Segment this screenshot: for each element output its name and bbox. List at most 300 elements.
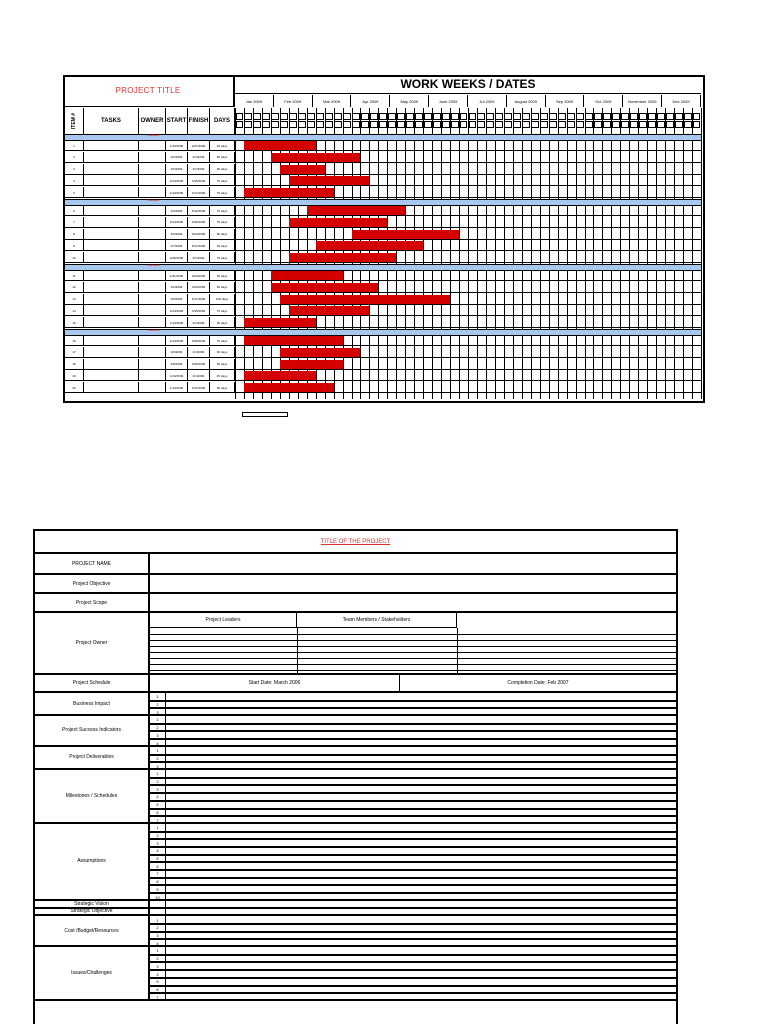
- week-cell: [531, 121, 539, 128]
- finish-cell: 6/17/2009: [188, 294, 210, 305]
- item-cell: 16: [65, 335, 84, 346]
- days-cell: 75 days: [210, 175, 235, 186]
- start-cell: 2/2/2009: [166, 282, 188, 293]
- line-number: 9: [150, 885, 166, 893]
- week-cell: [684, 121, 692, 128]
- task-row: [65, 164, 701, 175]
- entry-line: [150, 761, 676, 763]
- week-cell: [558, 121, 566, 128]
- start-cell: 2/6/2009: [166, 294, 188, 305]
- line-number: 3: [150, 708, 166, 716]
- entry-line: [150, 792, 676, 794]
- week-cell: [460, 113, 468, 120]
- week-cell: [477, 121, 485, 128]
- task-row: [65, 187, 701, 198]
- task-row: [65, 317, 701, 328]
- week-cell: [388, 113, 396, 120]
- milestones-label: Milestones / Schedules: [35, 770, 150, 822]
- owner-cell: [139, 317, 166, 328]
- line-number: 1: [150, 693, 166, 701]
- item-cell: 8: [65, 229, 84, 240]
- finish-cell: 3/1/2009: [188, 370, 210, 381]
- week-cell: [298, 121, 306, 128]
- month-label: August 2009: [507, 95, 546, 107]
- days-cell: 75 days: [210, 335, 235, 346]
- entry-line: [150, 846, 676, 848]
- project-owner-row: [35, 613, 676, 675]
- line-number: [150, 909, 166, 917]
- week-cell: [433, 121, 441, 128]
- item-cell: 19: [65, 370, 84, 381]
- owner-line: [150, 658, 676, 659]
- project-scope-label: Project Scope: [35, 594, 150, 611]
- start-date: Start Date: March 2006: [150, 675, 400, 691]
- item-cell: 2: [65, 152, 84, 163]
- team-members-header: Team Members / Stakeholders: [297, 613, 457, 628]
- line-number: 4: [150, 939, 166, 947]
- finish-cell: 5/1/2009: [188, 252, 210, 263]
- week-cell: [477, 113, 485, 120]
- start-cell: 1/31/2009: [166, 270, 188, 281]
- week-cell: [397, 121, 405, 128]
- days-cell: 75 days: [210, 305, 235, 316]
- completion-date: Completion Date: Feb 2007: [507, 680, 569, 686]
- week-cell: [361, 113, 369, 120]
- week-cell: [513, 121, 521, 128]
- line-number: 2: [150, 832, 166, 840]
- entry-line: [150, 877, 676, 879]
- week-cell: [540, 113, 548, 120]
- entry-line: [150, 754, 676, 756]
- month-label: Oct 2009: [585, 95, 624, 107]
- finish-cell: 3/17/2009: [188, 382, 210, 393]
- task-cell: [84, 187, 139, 198]
- owner-cell: [139, 294, 166, 305]
- owner-cell: [139, 382, 166, 393]
- task-cell: [84, 282, 139, 293]
- task-row: [65, 335, 701, 346]
- week-cell: [522, 121, 530, 128]
- line-number: 7: [150, 870, 166, 878]
- line-number: 5: [150, 801, 166, 809]
- start-cell: 3/7/2009: [166, 240, 188, 251]
- milestones-row: [35, 770, 676, 824]
- line-number: 2: [150, 778, 166, 786]
- week-cell: [513, 113, 521, 120]
- finish-cell: 3/7/2009: [188, 164, 210, 175]
- week-cell: [594, 121, 602, 128]
- line-number: 4: [150, 970, 166, 978]
- start-cell: 2/8/2009: [166, 359, 188, 370]
- week-cell: [612, 121, 620, 128]
- week-cell: [325, 121, 333, 128]
- month-label: Apr 2009: [352, 95, 391, 107]
- gantt-bar: [271, 283, 379, 292]
- days-cell: 90 days: [210, 229, 235, 240]
- week-cell: [244, 121, 252, 128]
- week-cell: [495, 121, 503, 128]
- item-cell: 12: [65, 282, 84, 293]
- line-number: 1: [150, 770, 166, 778]
- line-number: 3: [150, 785, 166, 793]
- line-number: 2: [150, 755, 166, 763]
- strategic-vision-row: [35, 901, 676, 909]
- gantt-bar: [271, 153, 361, 162]
- project-schedule-row: [35, 675, 676, 693]
- days-cell: 45 days: [210, 240, 235, 251]
- week-cell: [379, 113, 387, 120]
- deliverables-row: [35, 747, 676, 770]
- task-row: [65, 175, 701, 186]
- days-cell: 75 days: [210, 217, 235, 228]
- start-cell: 1/13/2009: [166, 335, 188, 346]
- week-cell: [442, 113, 450, 120]
- gantt-bar: [307, 206, 406, 215]
- gantt-bar: [244, 141, 316, 150]
- owner-cell: [139, 187, 166, 198]
- week-cell: [262, 121, 270, 128]
- task-cell: [84, 140, 139, 151]
- start-cell: 1/13/2009: [166, 382, 188, 393]
- week-cell: [352, 113, 360, 120]
- finish-cell: 4/3/2009: [188, 347, 210, 358]
- week-cell: [451, 113, 459, 120]
- task-row: [65, 152, 701, 163]
- week-cell: [343, 113, 351, 120]
- business-impact-label: Business Impact: [35, 693, 150, 714]
- week-cell: [693, 113, 701, 120]
- finish-cell: 5/27/2009: [188, 240, 210, 251]
- line-number: 4: [150, 739, 166, 747]
- week-cell: [316, 113, 324, 120]
- owner-column-header: OWNER: [139, 108, 166, 134]
- line-number: 3: [150, 962, 166, 970]
- week-cell: [639, 121, 647, 128]
- item-cell: 14: [65, 305, 84, 316]
- finish-cell: 4/3/2009: [188, 152, 210, 163]
- week-cell: [621, 113, 629, 120]
- entry-line: [150, 738, 676, 740]
- start-cell: 2/13/2009: [166, 305, 188, 316]
- strategic-objective-label: Strategic Objective: [35, 909, 150, 915]
- week-cell: [522, 113, 530, 120]
- week-cell: [576, 113, 584, 120]
- start-cell: 2/13/2009: [166, 217, 188, 228]
- gantt-bar: [244, 188, 334, 197]
- item-cell: 20: [65, 382, 84, 393]
- phase-label: PHASE 2: [147, 198, 160, 202]
- project-owner-label: Project Owner: [35, 613, 150, 673]
- month-label: Dec 2009: [662, 95, 701, 107]
- week-cell: [567, 113, 575, 120]
- week-cell: [549, 121, 557, 128]
- finish-cell: 2/27/2009: [188, 140, 210, 151]
- task-cell: [84, 217, 139, 228]
- owner-line: [150, 652, 676, 653]
- entry-line: [150, 977, 676, 979]
- line-number: 3: [150, 839, 166, 847]
- owner-cell: [139, 140, 166, 151]
- entry-line: [150, 954, 676, 956]
- success-indicators-label: Project Success Indicators: [35, 716, 150, 745]
- line-number: 6: [150, 809, 166, 817]
- week-cell: [406, 113, 414, 120]
- days-cell: 90 days: [210, 382, 235, 393]
- item-cell: 13: [65, 294, 84, 305]
- owner-cell: [139, 240, 166, 251]
- week-cell: [334, 113, 342, 120]
- week-cell: [558, 113, 566, 120]
- charter-title-row: [35, 531, 676, 554]
- project-name-label: PROJECT NAME: [35, 554, 150, 573]
- entry-line: [150, 985, 676, 987]
- project-schedule-label: Project Schedule: [35, 675, 150, 691]
- entry-line: [150, 938, 676, 940]
- month-label: June 2009: [429, 95, 468, 107]
- week-cell: [370, 113, 378, 120]
- week-cell: [433, 113, 441, 120]
- gantt-bar: [280, 348, 361, 357]
- week-cell: [388, 121, 396, 128]
- finish-cell: 4/26/2009: [188, 217, 210, 228]
- task-row: [65, 282, 701, 293]
- finish-cell: 4/15/2009: [188, 305, 210, 316]
- gantt-bar: [280, 295, 450, 304]
- success-indicators-row: [35, 716, 676, 747]
- owner-cell: [139, 152, 166, 163]
- finish-cell: 3/3/2009: [188, 317, 210, 328]
- month-label: Mar 2009: [313, 95, 352, 107]
- week-cell: [343, 121, 351, 128]
- project-title: PROJECT TITLE: [63, 75, 235, 107]
- entry-line: [150, 884, 676, 886]
- item-cell: 3: [65, 164, 84, 175]
- task-row: [65, 370, 701, 381]
- entry-line: [150, 784, 676, 786]
- week-cell: [576, 121, 584, 128]
- assumptions-row: [35, 824, 676, 901]
- entry-line: [150, 777, 676, 779]
- finish-cell: 4/20/2009: [188, 282, 210, 293]
- week-cell: [675, 121, 683, 128]
- work-weeks-header: WORK WEEKS / DATES: [235, 75, 701, 94]
- week-cell: [621, 121, 629, 128]
- line-number: 5: [150, 855, 166, 863]
- item-cell: 6: [65, 205, 84, 216]
- cost-budget-label: Cost /Budget/Resources: [35, 916, 150, 945]
- week-cell: [280, 121, 288, 128]
- days-cell: 60 days: [210, 347, 235, 358]
- task-cell: [84, 382, 139, 393]
- gantt-bar: [244, 318, 316, 327]
- week-cell: [379, 121, 387, 128]
- week-cell: [657, 121, 665, 128]
- week-cell: [280, 113, 288, 120]
- week-cell: [361, 121, 369, 128]
- week-cell: [549, 113, 557, 120]
- line-number: 7: [150, 993, 166, 1001]
- owner-cell: [139, 370, 166, 381]
- week-cell: [469, 121, 477, 128]
- week-cell: [460, 121, 468, 128]
- days-cell: 60 days: [210, 270, 235, 281]
- week-cell: [666, 121, 674, 128]
- task-cell: [84, 317, 139, 328]
- start-cell: 3/3/2009: [166, 205, 188, 216]
- line-number: 3: [150, 762, 166, 770]
- days-cell: 50 days: [210, 359, 235, 370]
- charter-title: TITLE OF THE PROJECT: [320, 538, 391, 545]
- task-cell: [84, 205, 139, 216]
- phase-label: PHASE 3: [147, 263, 160, 267]
- owner-divider: [457, 628, 458, 673]
- finish-cell: 6/24/2009: [188, 229, 210, 240]
- week-cell: [486, 113, 494, 120]
- week-cell: [352, 121, 360, 128]
- line-number: 6: [150, 986, 166, 994]
- start-cell: 2/6/2009: [166, 164, 188, 175]
- finish-cell: 3/22/2009: [188, 270, 210, 281]
- days-cell: 45 days: [210, 140, 235, 151]
- owner-cell: [139, 335, 166, 346]
- assumptions-label: Assumptions: [35, 824, 150, 899]
- week-cell: [289, 113, 297, 120]
- item-cell: 10: [65, 252, 84, 263]
- week-cell: [639, 113, 647, 120]
- week-cell: [567, 121, 575, 128]
- task-cell: [84, 294, 139, 305]
- week-cell: [675, 113, 683, 120]
- entry-line: [150, 808, 676, 810]
- month-label: Sep 2009: [546, 95, 585, 107]
- owner-line: [150, 640, 676, 641]
- days-cell: 60 days: [210, 152, 235, 163]
- owner-cell: [139, 164, 166, 175]
- week-cell: [630, 121, 638, 128]
- week-cell: [253, 113, 261, 120]
- line-number: 2: [150, 724, 166, 732]
- month-label: Feb 2009: [274, 95, 313, 107]
- phase-label: PHASE 4: [147, 328, 160, 332]
- start-cell: 2/2/2009: [166, 152, 188, 163]
- days-cell: 75 days: [210, 252, 235, 263]
- task-cell: [84, 270, 139, 281]
- task-cell: [84, 164, 139, 175]
- item-cell: 11: [65, 270, 84, 281]
- start-cell: 1/13/2009: [166, 187, 188, 198]
- week-cell: [684, 113, 692, 120]
- month-label: November 2009: [623, 95, 662, 107]
- project-leaders-header: Project Leaders: [150, 613, 297, 628]
- project-name-row: [35, 554, 676, 575]
- line-number: 4: [150, 793, 166, 801]
- start-cell: 2/16/2009: [166, 252, 188, 263]
- strategic-vision-label: Strategic Vision: [35, 901, 150, 907]
- issues-row: [35, 947, 676, 1001]
- week-cell: [612, 113, 620, 120]
- line-number: 4: [150, 847, 166, 855]
- gantt-bar: [244, 383, 334, 392]
- entry-line: [150, 723, 676, 725]
- week-cell: [262, 113, 270, 120]
- week-cell: [594, 113, 602, 120]
- owner-cell: [139, 359, 166, 370]
- start-cell: 1/13/2009: [166, 317, 188, 328]
- phase-label: PHASE 1: [147, 133, 160, 137]
- week-cell: [415, 121, 423, 128]
- entry-line: [150, 961, 676, 963]
- owner-line: [150, 664, 676, 665]
- week-cell: [307, 121, 315, 128]
- week-cell: [585, 121, 593, 128]
- project-objective-label: Project Objective: [35, 575, 150, 592]
- month-label: May 2009: [390, 95, 429, 107]
- entry-line: [150, 730, 676, 732]
- project-objective-row: [35, 575, 676, 594]
- week-cell: [504, 121, 512, 128]
- task-row: [65, 347, 701, 358]
- finish-cell: 4/15/2009: [188, 175, 210, 186]
- days-cell: 60 days: [210, 282, 235, 293]
- task-cell: [84, 335, 139, 346]
- start-cell: 1/13/2009: [166, 140, 188, 151]
- gantt-chart: [63, 75, 703, 401]
- item-cell: 17: [65, 347, 84, 358]
- line-number: 5: [150, 978, 166, 986]
- item-cell: 18: [65, 359, 84, 370]
- finish-column-header: FINISH: [188, 108, 210, 134]
- task-row: [65, 382, 701, 393]
- item-cell: 5: [65, 187, 84, 198]
- task-row: [65, 140, 701, 151]
- line-number: 1: [150, 947, 166, 955]
- owner-cell: [139, 282, 166, 293]
- finish-cell: 5/12/2009: [188, 205, 210, 216]
- week-cell: [325, 113, 333, 120]
- item-cell: 15: [65, 317, 84, 328]
- start-column-header: START: [166, 108, 188, 134]
- days-cell: 100 days: [210, 294, 235, 305]
- week-cell: [397, 113, 405, 120]
- line-number: 1: [150, 716, 166, 724]
- deliverables-label: Project Deliverables: [35, 747, 150, 768]
- line-number: 6: [150, 862, 166, 870]
- owner-line: [150, 646, 676, 647]
- business-impact-row: [35, 693, 676, 716]
- week-cell: [370, 121, 378, 128]
- scroll-indicator: [242, 412, 288, 417]
- task-row: [65, 359, 701, 370]
- line-number: 10: [150, 893, 166, 901]
- entry-line: [150, 931, 676, 933]
- owner-cell: [139, 175, 166, 186]
- task-cell: [84, 252, 139, 263]
- task-cell: [84, 175, 139, 186]
- gantt-bar: [316, 241, 424, 250]
- line-number: 7: [150, 816, 166, 824]
- gantt-bar: [271, 271, 343, 280]
- gantt-bar: [244, 371, 316, 380]
- line-number: 2: [150, 701, 166, 709]
- item-cell: 1: [65, 140, 84, 151]
- week-cell: [316, 121, 324, 128]
- start-cell: 2/13/2009: [166, 175, 188, 186]
- month-label: Jan 2009: [235, 95, 274, 107]
- line-number: 3: [150, 731, 166, 739]
- line-number: 2: [150, 955, 166, 963]
- days-cell: 45 days: [210, 370, 235, 381]
- start-cell: 4/6/2009: [166, 229, 188, 240]
